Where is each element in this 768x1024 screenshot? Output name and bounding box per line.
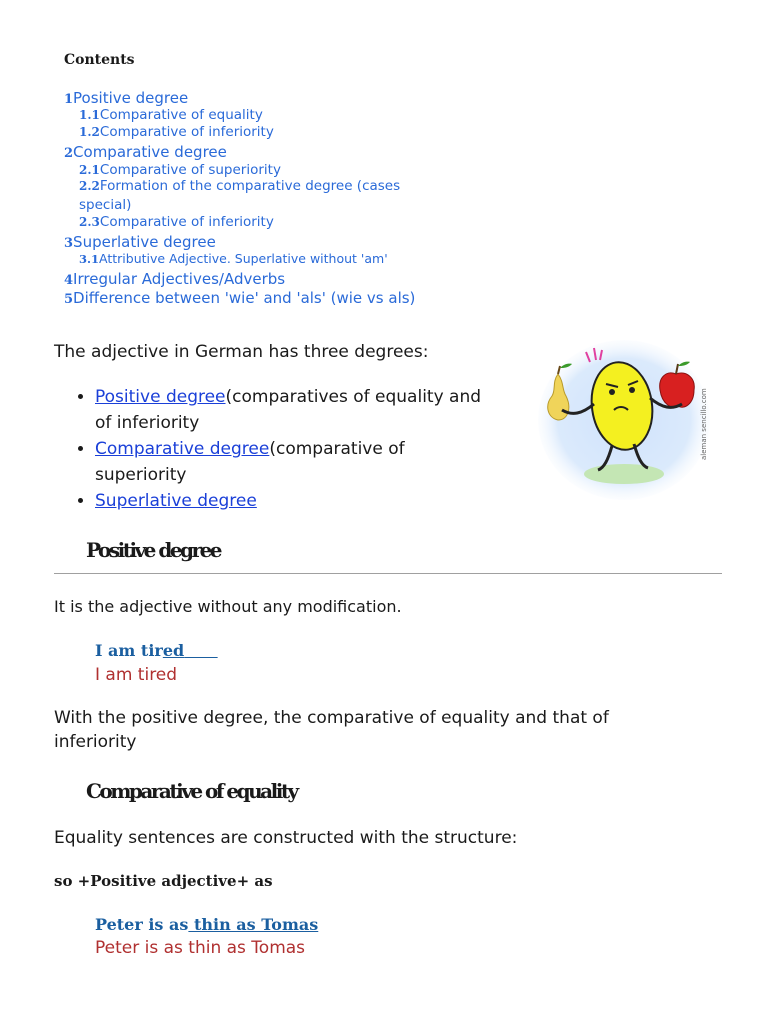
section1-paragraph: It is the adjective without any modification. [54, 597, 402, 616]
list-item [95, 436, 565, 488]
section-heading-comparative-equality: Comparative of equality [86, 779, 297, 803]
toc-item-superlative-degree[interactable]: 3Superlative degree [64, 233, 216, 251]
degrees-list [54, 384, 565, 514]
list-item-text: superiority [95, 465, 187, 485]
toc-item-attributive-adjective[interactable]: 3.1Attributive Adjective. Superlative without 'am' [79, 251, 388, 266]
toc-item-comparative-inferiority-2[interactable]: 2.3Comparative of inferiority [79, 214, 274, 230]
positive-degree-link[interactable]: Positive degree [95, 387, 226, 407]
section1-paragraph-2: With the positive degree, the comparative of equality and that of inferiority [54, 708, 609, 752]
toc-title: Contents [64, 52, 135, 68]
comparative-degree-link[interactable]: Comparative degree [95, 439, 270, 459]
example-german-2: Peter is as thin as Tomas [95, 915, 319, 934]
structure-formula: so +Positive adjective+ as [54, 872, 273, 890]
list-item [95, 488, 565, 514]
intro-text: The adjective in German has three degrees: [54, 342, 429, 362]
example-english-2: Peter is as thin as Tomas [95, 938, 306, 958]
list-item-text: (comparatives of equality and [225, 387, 482, 407]
superlative-degree-link[interactable]: Superlative degree [95, 491, 257, 511]
toc-item-irregular[interactable]: 4Irregular Adjectives/Adverbs [64, 270, 286, 288]
example-english-1: I am tired [95, 665, 178, 685]
toc-item-comparative-inferiority[interactable]: 1.2Comparative of inferiority [79, 124, 274, 140]
toc-item-positive-degree[interactable]: 1Positive degree [64, 89, 189, 107]
toc-item-comparative-equality[interactable]: 1.1Comparative of equality [79, 107, 263, 123]
toc-item-comparative-degree[interactable]: 2Comparative degree [64, 143, 227, 161]
toc-item-formation-comparative[interactable]: 2.2Formation of the comparative degree (cases [79, 178, 401, 194]
section-heading-positive-degree: Positive degree [86, 538, 221, 562]
list-item-text: of inferiority [95, 413, 200, 433]
list-item-text: (comparative of [269, 439, 405, 459]
toc-item-comparative-superiority[interactable]: 2.1Comparative of superiority [79, 162, 281, 178]
image-watermark: aleman sencillo.com [700, 388, 708, 460]
toc-item-wie-als[interactable]: 5Difference between 'wie' and 'als' (wie vs als) [64, 289, 416, 307]
toc-item-formation-comparative-cont[interactable]: special) [79, 197, 132, 213]
list-item [95, 384, 565, 436]
section2-paragraph: Equality sentences are constructed with the structure: [54, 828, 518, 848]
mascot-illustration [538, 334, 710, 500]
example-german-1: I am tired [95, 641, 185, 660]
divider [54, 573, 722, 574]
